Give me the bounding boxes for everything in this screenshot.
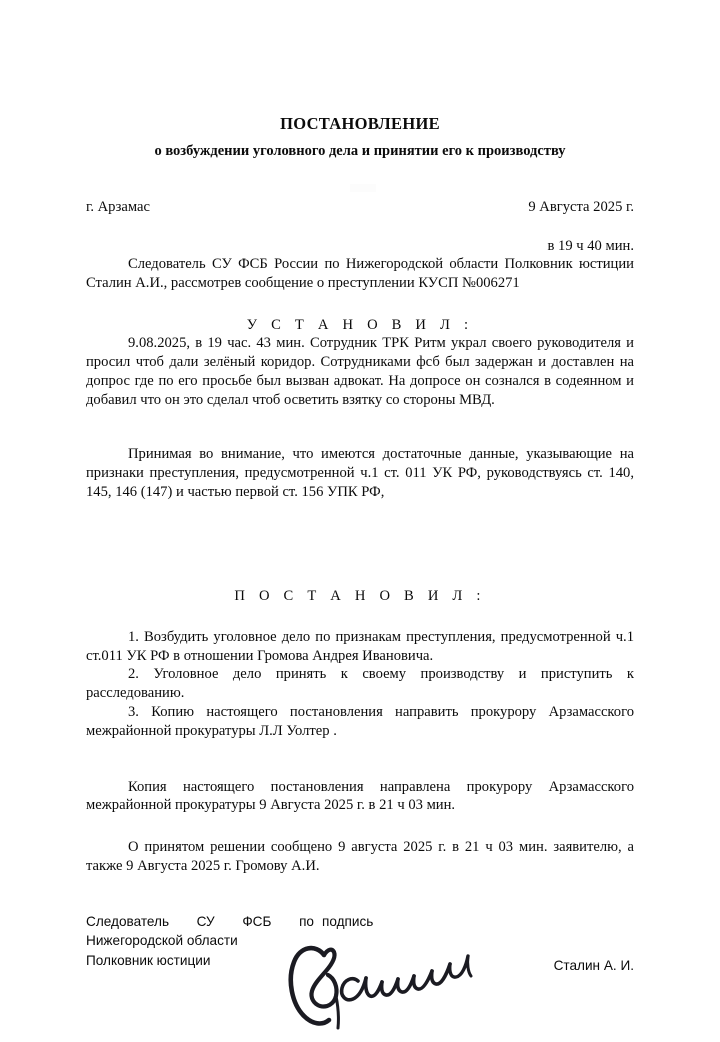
- signature-role-line-1: [86, 912, 634, 931]
- signature-role-line-3: [86, 951, 634, 970]
- page-subtitle: о возбуждении уголовного дела и принятии его к производству: [154, 142, 566, 159]
- decision-item-3: 3. Копию настоящего постановления направить прокурору Арзамасского межрайонной прокуратуры Л.Л Уолтер .: [86, 704, 634, 739]
- signature-role-text-2: Нижегородской области: [86, 933, 238, 949]
- decision-item-2: 2. Уголовное дело принять к своему производству и приступить к расследованию.: [86, 666, 634, 702]
- established-paragraph: 9.08.2025, в 19 час. 43 мин. Сотрудник ТРК Ритм украл своего руководителя и просил чтоб дали зелёный коридор. Сотрудниками фсб был задержан и доставлен на допрос где по его просьбе был вызван адвокат. На допросе он сознался в содеянном и добавил что он это сделал чтоб осветить взятку со стороны МВД.: [86, 335, 634, 408]
- signature-role-line-2: [86, 931, 634, 950]
- document-meta-row: [86, 199, 634, 216]
- faint-artifact: [350, 184, 376, 192]
- signature-block: [86, 912, 634, 973]
- time-label: в 19 ч 40 мин.: [547, 238, 634, 255]
- decision-item-1: 1. Возбудить уголовное дело по признакам преступления, предусмотренной ч.1 ст.011 УК РФ в отношении Громова Андрея Ивановича.: [86, 628, 634, 664]
- city-label: г. Арзамас: [86, 199, 150, 216]
- heading-established: У С Т А Н О В И Л :: [246, 317, 474, 334]
- copy-notice-paragraph: Копия настоящего постановления направлена прокурору Арзамасского межрайонной прокуратуры 9 Августа 2025 г. в 21 ч 03 мин.: [86, 778, 634, 814]
- preamble-paragraph: Следователь СУ ФСБ России по Нижегородской области Полковник юстиции Сталин А.И., рассмотрев сообщение о преступлении КУСП №006271: [86, 256, 634, 292]
- grounds-paragraph: Принимая во внимание, что имеются достаточные данные, указывающие на признаки преступления, предусмотренной ч.1 ст. 011 УК РФ, руководствуясь ст. 140, 145, 146 (147) и частью первой ст. 156 УПК РФ,: [86, 446, 634, 500]
- notification-paragraph: О принятом решении сообщено 9 августа 2025 г. в 21 ч 03 мин. заявителю, а также 9 Августа 2025 г. Громову А.И.: [86, 839, 634, 875]
- page-title: ПОСТАНОВЛЕНИЕ: [280, 114, 440, 133]
- signature-role-text-3: Полковник юстиции: [86, 952, 211, 968]
- heading-decided: П О С Т А Н О В И Л :: [234, 587, 486, 604]
- signature-role-text-1: Следователь СУ ФСБ по: [86, 913, 314, 929]
- signer-name: Сталин А. И.: [553, 957, 634, 973]
- signature-label: подпись: [322, 913, 374, 929]
- date-label: 9 Августа 2025 г.: [528, 199, 634, 216]
